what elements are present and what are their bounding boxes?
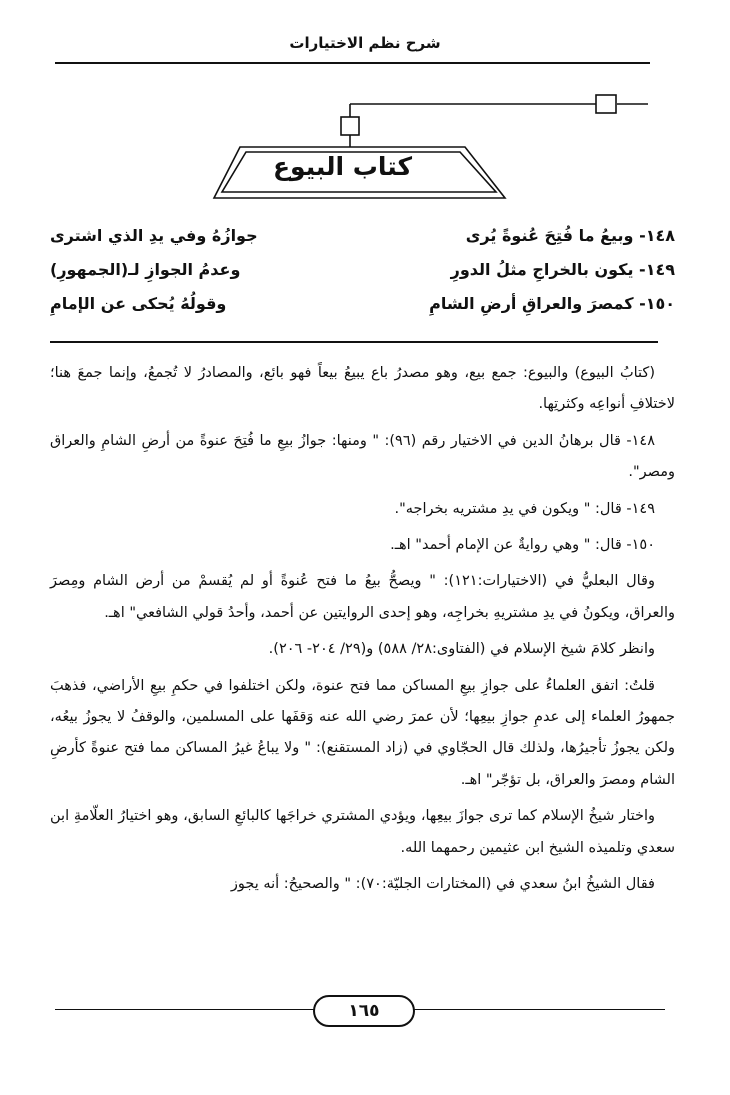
paragraph: ١٤٨- قال برهانُ الدين في الاختيار رقم (٩٦): " ومنها: جوازُ بيعِ ما فُتِحَ عنوةً من أرضِ الشامِ والعراق ومصر". bbox=[50, 432, 675, 481]
verse-line bbox=[50, 260, 675, 294]
verse-first-hemistich: ١٤٨- وبيعُ ما فُتِحَ عُنوةً يُرى bbox=[465, 226, 675, 245]
verse-rule bbox=[50, 341, 658, 343]
chapter-ornament bbox=[0, 0, 730, 215]
verse-first-hemistich: ١٤٩- يكون بالخراجِ مثلُ الدورِ bbox=[450, 260, 675, 279]
verse-block bbox=[50, 226, 675, 328]
running-head: شرح نظم الاختيارات bbox=[289, 34, 441, 52]
paragraph: ١٥٠- قال: " وهي روايةٌ عن الإمام أحمد" اهـ. bbox=[390, 537, 655, 554]
paragraph: قلتُ: اتفق العلماءُ على جوازِ بيعِ المساكن مما فتح عنوة، ولكن اختلفوا في حكمِ بيعِ الأراضي، فذهبَ جمهورُ العلماء إلى عدمِ جوازِ بيعِها؛ لأن عمرَ رضي الله عنه وَقفَها على المسلمين، والوقفُ لا يجوزُ بيعُه، ولكن يجوزُ تأجيرُها، ولذلك قال الحجّاوي في (زاد المستقنع): " ولا يباعُ غيرُ المساكن مما فتح عنوةً كأرضِ الشام ومصرَ والعراق، بل تؤجّر" اهـ. bbox=[50, 677, 675, 788]
page-number: ١٦٥ bbox=[313, 995, 415, 1027]
verse-second-hemistich: جوازُهُ وفي يدِ الذي اشترى bbox=[50, 226, 258, 245]
paragraph: وقال البعليُّ في (الاختيارات:١٢١): " ويصحُّ بيعُ ما فتح عُنوةً أو لم يُقسمْ من أرض الشام ومِصرَ والعراق، ويكونُ في يدِ مشتريهِ بخراجِه، وهو إحدى الروايتين عن أحمد، وأحدُ قولي الشافعي" اهـ. bbox=[50, 573, 675, 621]
verse-line bbox=[50, 226, 675, 260]
paragraph: واختار شيخُ الإسلام كما ترى جوازَ بيعِها، ويؤدي المشتري خراجَها كالبائعِ السابق، وهو اختيارُ العلّامةِ ابن سعدي وتلميذه الشيخ ابن عثيمين رحمهما الله. bbox=[50, 808, 675, 856]
chapter-title: كتاب البيوع bbox=[272, 152, 413, 181]
commentary-body bbox=[50, 358, 675, 906]
verse-first-hemistich: ١٥٠- كمصرَ والعراقِ أرضِ الشامِ bbox=[429, 294, 675, 313]
paragraph: وانظر كلامَ شيخ الإسلام في (الفتاوى:٢٨/ ٥٨٨) و(٢٩/ ٢٠٤- ٢٠٦). bbox=[268, 641, 655, 658]
verse-second-hemistich: وقولُهُ يُحكى عن الإمامِ bbox=[50, 294, 227, 313]
verse-second-hemistich: وعدمُ الجوازِ لـ(الجمهورِ) bbox=[50, 260, 241, 279]
paragraph: فقال الشيخُ ابنُ سعدي في (المختارات الجليّة:٧٠): " والصحيحُ: أنه يجوز bbox=[230, 876, 655, 893]
paragraph: (كتابُ البيوع) والبيوع: جمع بيع، وهو مصدرُ باع يبيعُ بيعاً فهو بائع، والمصادرُ لا تُجمعُ، وإنما جمعَ هنا؛ لاختلافِ أنواعِه وكثرتِها. bbox=[50, 365, 675, 413]
verse-line bbox=[50, 294, 675, 328]
paragraph: ١٤٩- قال: " ويكون في يدِ مشتريه بخراجه". bbox=[394, 500, 655, 517]
